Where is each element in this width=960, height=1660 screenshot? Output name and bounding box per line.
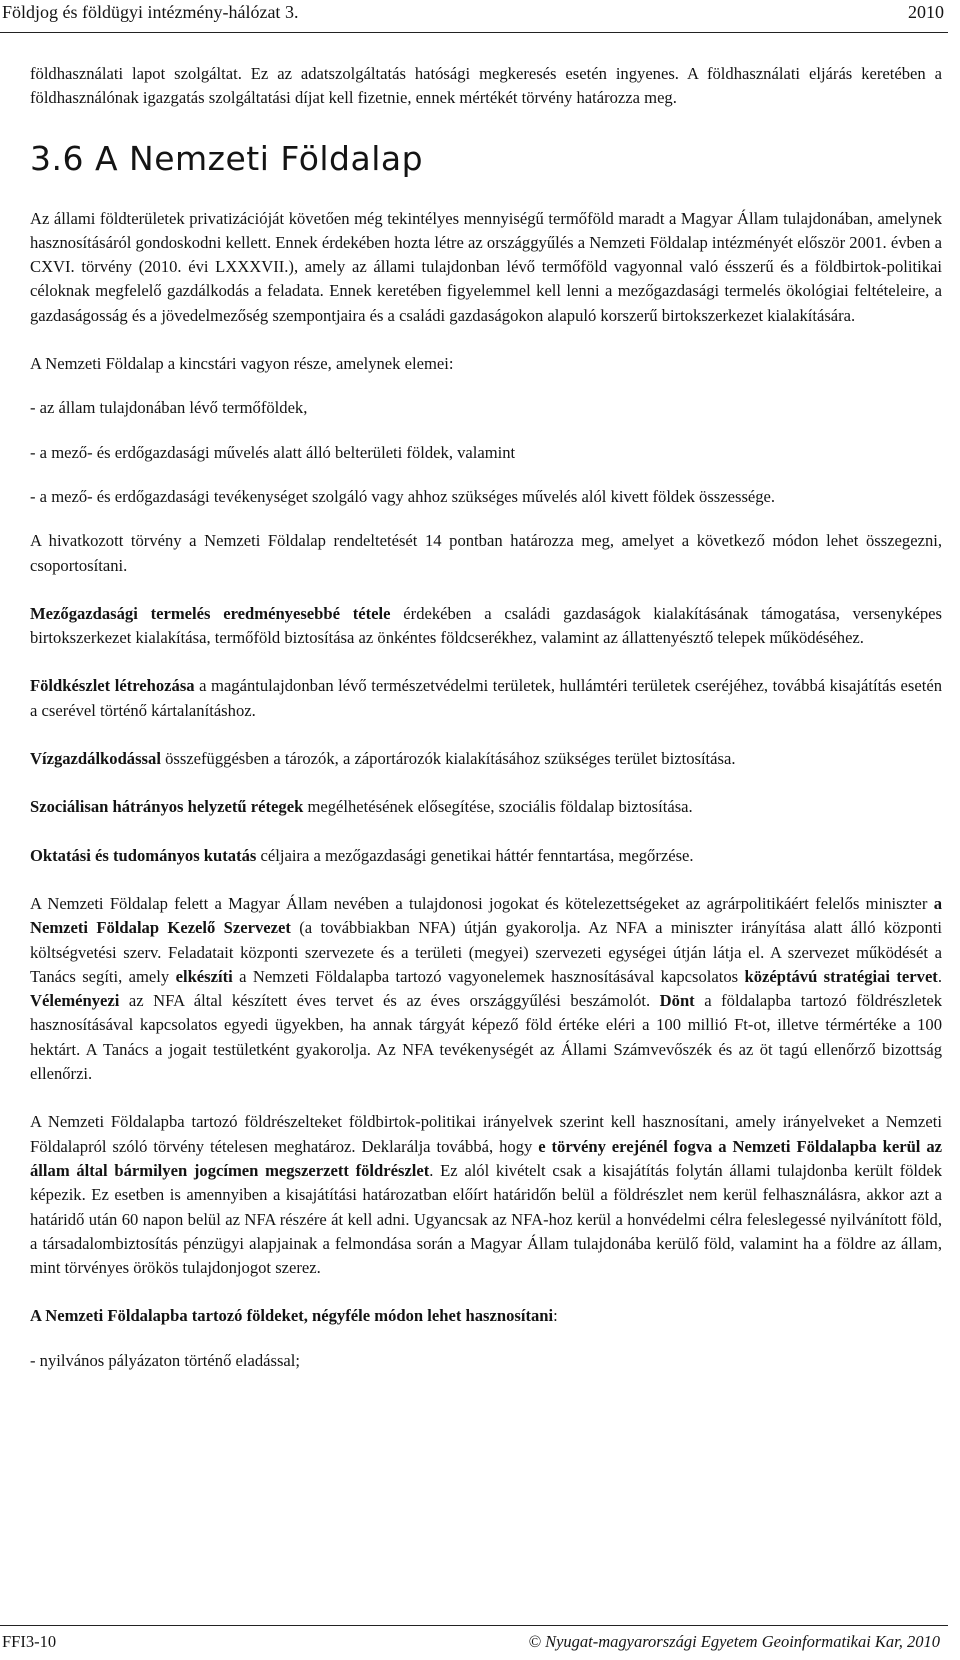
paragraph-2: A Nemzeti Földalap a kincstári vagyon része, amelynek elemei: — [30, 354, 454, 374]
bold-run: középtávú stratégiai tervet — [744, 966, 938, 986]
paragraph-6 — [30, 1304, 942, 1328]
goal-text: megélhetésének elősegítése, szociális földalap biztosítása. — [303, 797, 693, 817]
paragraph-3: A hivatkozott törvény a Nemzeti Földalap rendeltetését 14 pontban határozza meg, amelyet a következő módon lehet összegezni, csoportosítani. — [30, 531, 942, 575]
text-run: (a továbbiakban NFA) útján gyakorolja. Az NFA a miniszter irányítása alatt álló központi költségvetési szerv. Feladatait központi szervezete és a területi (megyei) szervezeti egységei útján látja el. A szervezet működését a Tanács segíti, amely — [30, 918, 943, 986]
goal-bold: Szociálisan hátrányos helyzetű rétegek — [30, 797, 304, 817]
goal-paragraph — [30, 795, 942, 819]
goal-text: a magántulajdonban lévő természetvédelmi területek, hullámtéri területek cseréjéhez, továbbá kisajátítás esetén a cserével történő kártalanításhoz. — [30, 676, 942, 720]
bold-run: e törvény erejénél fogva a Nemzeti Földalapba kerül az állam által bármilyen jogcímen megszerzett földrészlet — [30, 1136, 942, 1180]
paragraph-4 — [30, 892, 942, 1086]
paragraph-5 — [30, 1110, 942, 1280]
goal-paragraph — [30, 844, 942, 868]
text-run: . Ez alól kivételt csak a kisajátítás folytán állami tulajdonba került földek képezik. Ez esetben is amennyiben a kisajátítási határozatban előírt határidőn belül a földrészlet nem kerül felhasználásra, akkor azt a határidő után 60 napon belül az NFA részére át kell adni. Ugyancsak az NFA-hoz kerül a honvédelmi célra feleslegessé nyilvánított föld, a társadalombiztosítás pénzügyi alapjainak a felmondása során a Magyar Állam tulajdonába kerülő föld, valamint ha a földre az állam, mint törvényes örökös tulajdonjogot szerez. — [30, 1160, 942, 1278]
paragraph-1: Az állami földterületek privatizációját követően még tekintélyes mennyiségű termőföld maradt a Magyar Állam tulajdonában, amelynek hasznosításáról gondoskodni kellett. Ennek érdekében hozta létre az országgyűlés a Nemzeti Földalap intézményét először 2001. évben a CXVI. törvény (2010. évi LXXXVII.), amely az állami tulajdonban lévő termőföld vagyonnal való ésszerű és a földbirtok-politikai céloknak megfelelő gazdálkodás a feladata. Ennek keretében figyelemmel kell lenni a mezőgazdasági termelés ökológiai feltételeire, a gazdaságosság és a jövedelmezőség szempontjaira és a családi gazdaságokon alapuló korszerű birtokszerkezet kialakítására. — [30, 208, 942, 325]
goal-text: érdekében a családi gazdaságok kialakításának támogatása, versenyképes birtokszerkezet kialakítása, termőföld biztosítása az önkéntes földcserékhez, valamint az állattenyésztő telepek működéséhez. — [30, 603, 942, 648]
footer-divider — [0, 1625, 948, 1626]
bold-run: elkészíti — [175, 966, 233, 986]
intro-paragraph: földhasználati lapot szolgáltat. Ez az adatszolgáltatás hatósági megkeresés esetén ingyenes. A földhasználati eljárás keretében a földhasználónak igazgatás szolgáltatási díjat kell fizetnie, ennek mértékét törvény határozza meg. — [30, 64, 942, 108]
list-item: - a mező- és erdőgazdasági művelés alatt álló belterületi földek, valamint — [30, 442, 516, 462]
goal-text: összefüggésben a tározók, a záportározók kialakításához szükséges terület biztosítása. — [160, 749, 736, 769]
text-run: az NFA által készített éves tervet és az éves országgyűlési beszámolót. — [119, 991, 660, 1011]
footer-copyright: © Nyugat-magyarországi Egyetem Geoinformatikai Kar, 2010 — [528, 1632, 940, 1651]
goal-text: céljaira a mezőgazdasági genetikai háttér fenntartása, megőrzése. — [256, 845, 694, 865]
goal-bold: Oktatási és tudományos kutatás — [30, 845, 257, 865]
goal-paragraph — [30, 602, 942, 651]
goal-paragraph — [30, 747, 942, 771]
section-title: 3.6 A Nemzeti Földalap — [30, 138, 424, 178]
bold-run: a Nemzeti Földalap Kezelő Szervezet — [30, 893, 942, 938]
text-run: : — [553, 1306, 558, 1326]
text-run: A Nemzeti Földalapba tartozó földrészelteket földbirtok-politikai irányelvek szerint kell hasznosítani, amely irányelveket a Nemzeti Földalapról szóló törvény tételesen meghatároz. Deklarálja továbbá, hogy — [30, 1112, 942, 1156]
header-year: 2010 — [908, 2, 944, 22]
page-header — [0, 0, 948, 33]
list-item: - a mező- és erdőgazdasági tevékenységet szolgáló vagy ahhoz szükséges művelés alól kivett földek összessége. — [30, 486, 776, 506]
goal-bold: Földkészlet létrehozása — [30, 676, 195, 696]
text-run: A Nemzeti Földalap felett a Magyar Állam nevében a tulajdonosi jogokat és kötelezettségeket az agrárpolitikáért felelős miniszter — [30, 893, 934, 913]
bold-run: Véleményezi — [30, 991, 120, 1011]
bold-run: Dönt — [659, 991, 695, 1011]
goal-paragraph — [30, 674, 942, 723]
goal-bold: Vízgazdálkodással — [30, 749, 161, 769]
text-run: a földalapba tartozó földrészletek hasznosításával kapcsolatos egyedi ügyekben, ha annak tárgyát képező föld értéke eléri a 100 millió Ft-ot, illetve térmértéke a 100 hektárt. A Tanács a jogait testületként gyakorolja. Az NFA tevékenységét az Állami Számvevőszék és az öt tagú ellenőrző bizottság ellenőrzi. — [30, 991, 943, 1084]
text-run: a Nemzeti Földalapba tartozó vagyonelemek hasznosításával kapcsolatos — [232, 966, 745, 986]
header-title: Földjog és földügyi intézmény-hálózat 3. — [2, 2, 299, 22]
list-item: - nyilvános pályázaton történő eladással; — [30, 1350, 301, 1370]
footer-page-number: FFI3-10 — [2, 1632, 57, 1651]
page-content — [30, 62, 942, 1397]
goal-bold: Mezőgazdasági termelés eredményesebbé tétele — [30, 603, 391, 623]
list-item: - az állam tulajdonában lévő termőföldek, — [30, 398, 308, 418]
bold-run: A Nemzeti Földalapba tartozó földeket, négyféle módon lehet hasznosítani — [30, 1306, 554, 1326]
text-run: . — [937, 966, 942, 986]
